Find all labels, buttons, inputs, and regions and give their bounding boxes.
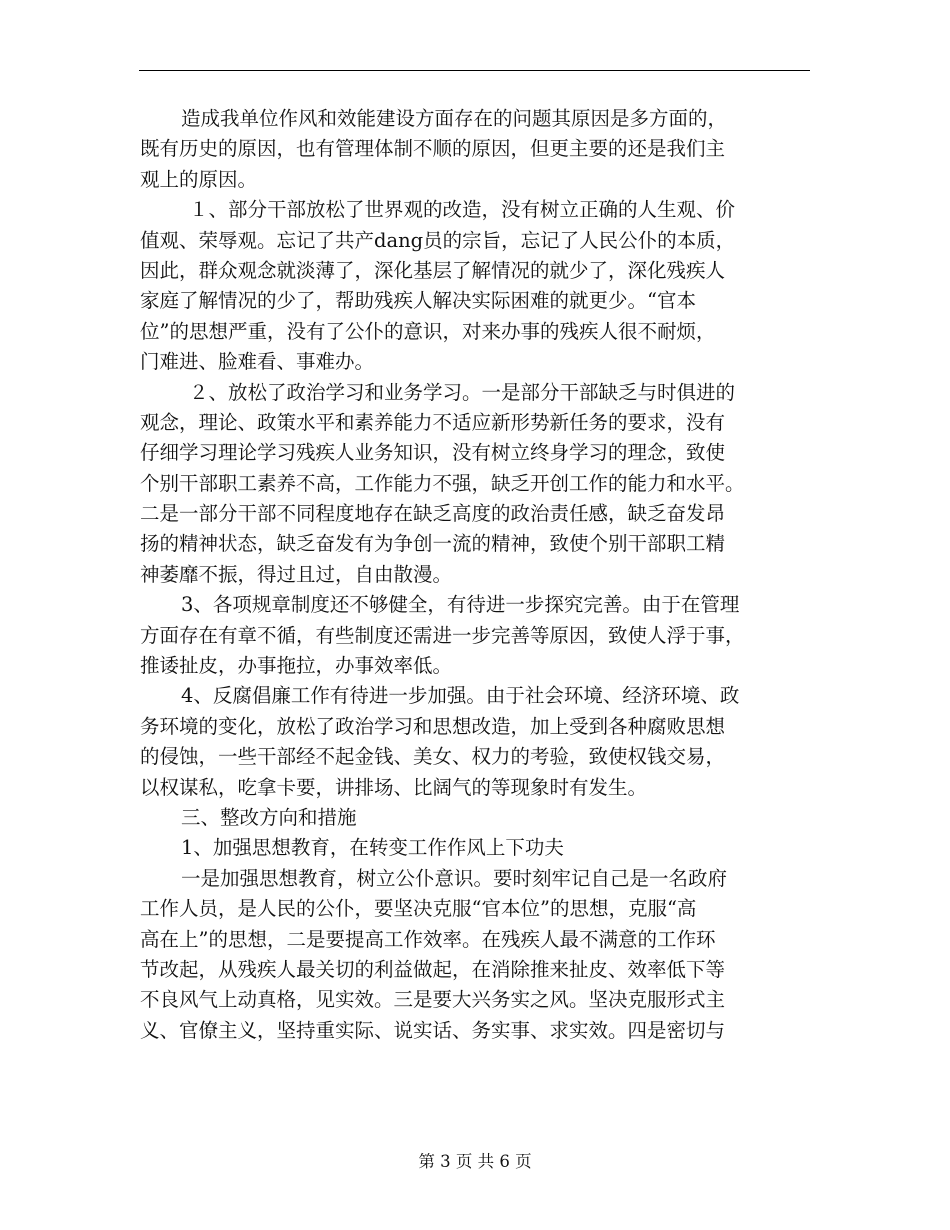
paragraph-line: 扬的精神状态，缺乏奋发有为争创一流的精神，致使个别干部职工精	[140, 532, 726, 556]
header-rule	[139, 70, 810, 71]
paragraph-line: 二是一部分干部不同程度地存在缺乏高度的政治责任感，缺乏奋发昂	[140, 502, 726, 526]
paragraph-line: １、部分干部放松了世界观的改造，没有树立正确的人生观、价	[189, 198, 736, 222]
subsection-heading: 1、加强思想教育，在转变工作作风上下功夫	[181, 836, 564, 860]
paragraph-line: 工作人员，是人民的公仆，要坚决克服“官本位”的思想，克服“高	[140, 897, 697, 921]
paragraph-line: 推诿扯皮，办事拖拉，办事效率低。	[140, 654, 453, 678]
paragraph-line: 义、官僚主义，坚持重实际、说实话、务实事、求实效。四是密切与	[140, 1018, 726, 1042]
paragraph-line: 一是加强思想教育，树立公仆意识。要时刻牢记自己是一名政府	[181, 866, 728, 890]
paragraph-line: 门难进、脸难看、事难办。	[140, 350, 375, 374]
paragraph-line: 观上的原因。	[140, 167, 258, 191]
paragraph-line: 造成我单位作风和效能建设方面存在的问题其原因是多方面的，	[181, 107, 728, 130]
paragraph-line: 高在上”的思想，二是要提高工作效率。在残疾人最不满意的工作环	[140, 927, 716, 951]
paragraph-line: 以权谋私，吃拿卡要，讲排场、比阔气的等现象时有发生。	[140, 775, 648, 799]
document-body	[140, 104, 812, 1046]
paragraph-line: 4、反腐倡廉工作有待进一步加强。由于社会环境、经济环境、政	[181, 684, 740, 708]
paragraph-line: 务环境的变化，放松了政治学习和思想改造，加上受到各种腐败思想	[140, 714, 726, 738]
paragraph-line: 神萎靡不振，得过且过，自由散漫。	[140, 562, 453, 586]
paragraph-line: 个别干部职工素养不高，工作能力不强，缺乏开创工作的能力和水平。	[140, 471, 745, 495]
paragraph-line: 3、各项规章制度还不够健全，有待进一步探究完善。由于在管理	[181, 593, 740, 617]
paragraph-line: 节改起，从残疾人最关切的利益做起，在消除推来扯皮、效率低下等	[140, 957, 726, 981]
page-number-footer: 第 3 页 共 6 页	[418, 1152, 532, 1171]
paragraph-line: ２、放松了政治学习和业务学习。一是部分干部缺乏与时俱进的	[189, 380, 736, 404]
section-heading: 三、整改方向和措施	[181, 805, 357, 829]
paragraph-line: 家庭了解情况的少了，帮助残疾人解决实际困难的就更少。“官本	[140, 289, 696, 313]
paragraph-line: 因此，群众观念就淡薄了，深化基层了解情况的就少了，深化残疾人	[140, 258, 726, 282]
paragraph-line: 位”的思想严重，没有了公仆的意识，对来办事的残疾人很不耐烦，	[140, 319, 716, 343]
paragraph-line: 观念，理论、政策水平和素养能力不适应新形势新任务的要求，没有	[140, 410, 726, 434]
paragraph-line: 不良风气上动真格，见实效。三是要大兴务实之风。坚决克服形式主	[140, 988, 726, 1012]
paragraph-line: 既有历史的原因，也有管理体制不顺的原因，但更主要的还是我们主	[140, 137, 726, 161]
paragraph-line: 值观、荣辱观。忘记了共产dang员的宗旨，忘记了人民公仆的本质，	[140, 228, 736, 252]
paragraph-line: 方面存在有章不循，有些制度还需进一步完善等原因，致使人浮于事，	[140, 623, 745, 647]
paragraph-line: 仔细学习理论学习残疾人业务知识，没有树立终身学习的理念，致使	[140, 441, 726, 465]
paragraph-line: 的侵蚀，一些干部经不起金钱、美女、权力的考验，致使权钱交易，	[140, 745, 726, 769]
